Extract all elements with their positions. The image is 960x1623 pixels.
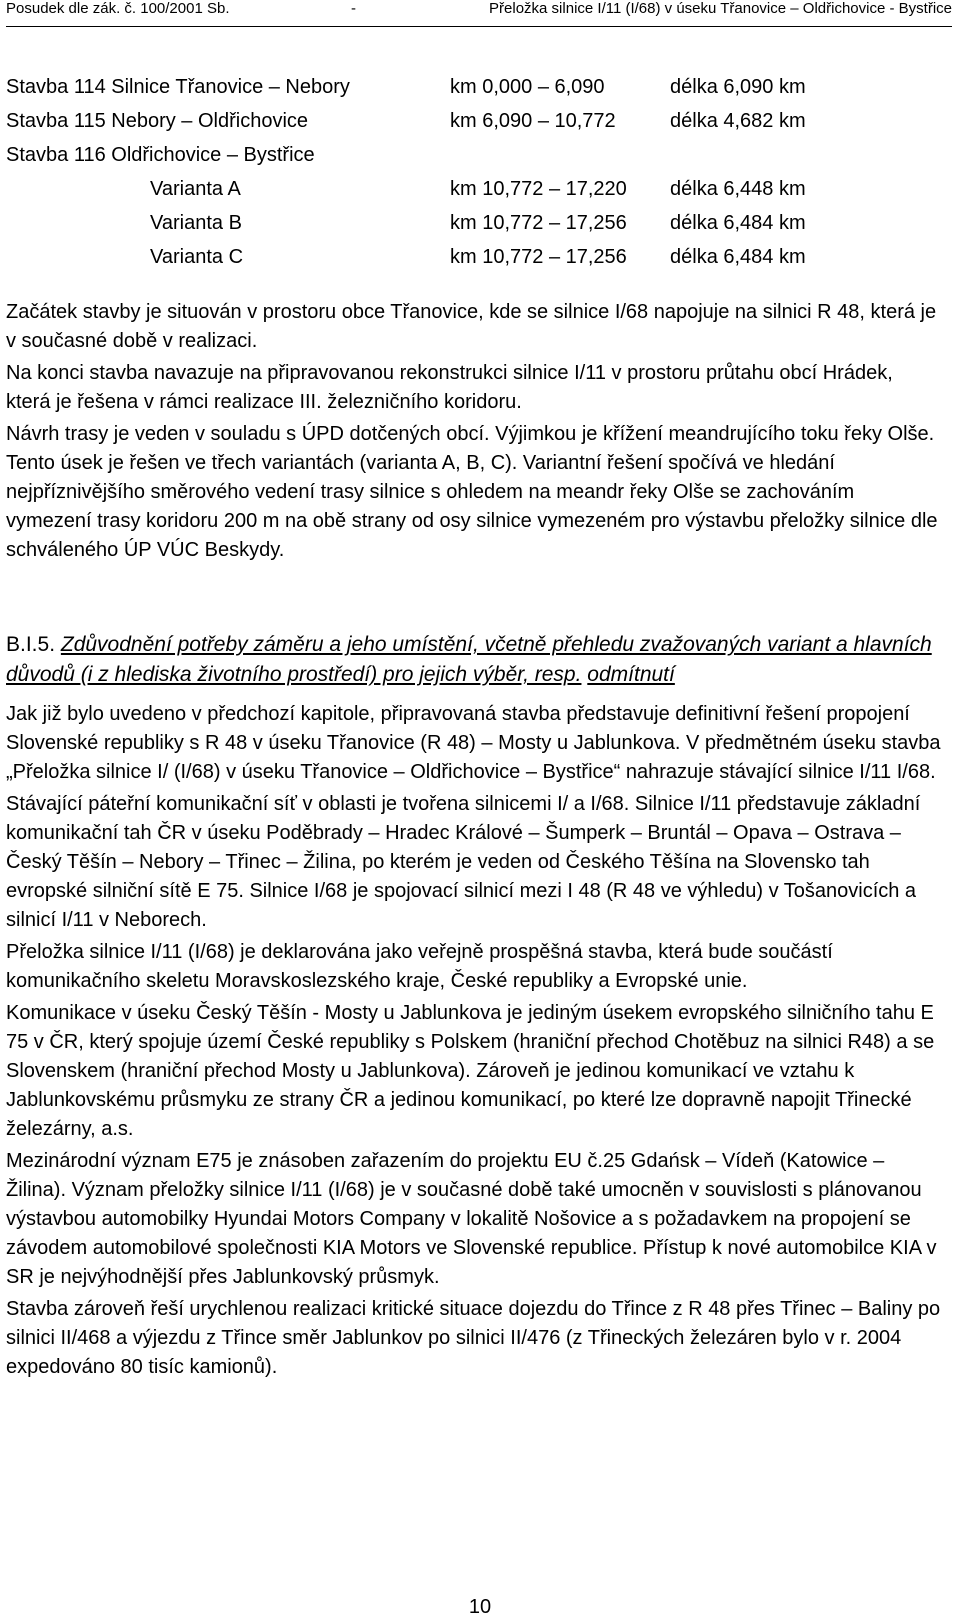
stavba-row xyxy=(6,138,941,172)
variant-km: km 10,772 – 17,256 xyxy=(450,246,627,268)
variant-row xyxy=(6,172,941,206)
document-body xyxy=(6,70,941,1385)
section-title: Zdůvodnění potřeby záměru a jeho umístění, včetně přehledu zvažovaných variant a hlavních důvodů (i z hlediska životního prostředí) pro jejich výběr, resp. xyxy=(6,633,932,686)
stavba-length: délka 4,682 km xyxy=(670,110,806,132)
variant-length: délka 6,484 km xyxy=(670,246,806,268)
stavba-km: km 6,090 – 10,772 xyxy=(450,110,616,132)
header-document-reference: Posudek dle zák. č. 100/2001 Sb. xyxy=(6,0,230,17)
body-paragraph: Přeložka silnice I/11 (I/68) je deklarována jako veřejně prospěšná stavba, která bude součástí komunikačního skeletu Moravskoslezského kraje, České republiky a Evropské unie. xyxy=(6,941,833,992)
stavba-name: Stavba 114 Silnice Třanovice – Nebory xyxy=(6,76,350,98)
body-paragraph: Komunikace v úseku Český Těšín - Mosty u Jablunkova je jediným úsekem evropského silničního tahu E 75 v ČR, který spojuje území České republiky s Polskem (hraniční přechod Chotěbuz na silnici R48) a se Slovenskem (hraniční přechod Mosty u Jablunkova). Zároveň je jedinou komunikací ve vztahu k Jablunkovskému průsmyku ze strany ČR a jedinou komunikací, po které lze dopravně napojit Třinecké železárny, a.s. xyxy=(6,1002,935,1140)
stavba-list xyxy=(6,70,941,274)
variant-length: délka 6,448 km xyxy=(670,178,806,200)
intro-paragraph: Na konci stavba navazuje na připravovanou rekonstrukci silnice I/11 v prostoru průtahu obcí Hrádek, která je řešena v rámci realizace III. železničního koridoru. xyxy=(6,362,893,413)
stavba-name: Stavba 115 Nebory – Oldřichovice xyxy=(6,110,309,132)
variant-row xyxy=(6,240,941,274)
stavba-length: délka 6,090 km xyxy=(670,76,806,98)
stavba-row xyxy=(6,104,941,138)
section-heading xyxy=(6,630,941,690)
variant-name: Varianta C xyxy=(150,246,244,268)
variant-name: Varianta A xyxy=(150,178,241,200)
variant-row xyxy=(6,206,941,240)
section-number: B.I.5. xyxy=(6,633,56,656)
header-separator: - xyxy=(351,0,356,17)
stavba-row xyxy=(6,70,941,104)
intro-paragraph: Návrh trasy je veden v souladu s ÚPD dotčených obcí. Výjimkou je křížení meandrujícího toku řeky Olše. Tento úsek je řešen ve třech variantách (varianta A, B, C). Variantní řešení spočívá ve hledání nejpříznivějšího směrového vedení trasy silnice s ohledem na meandr řeky Olše se zachováním vymezení trasy koridoru 200 m na obě strany od osy silnice vymezeném pro výstavbu přeložky silnice dle schváleného ÚP VÚC Beskydy. xyxy=(6,423,938,561)
variant-name: Varianta B xyxy=(150,212,242,234)
variant-km: km 10,772 – 17,256 xyxy=(450,212,627,234)
body-paragraph: Mezinárodní význam E75 je znásoben zařazením do projektu EU č.25 Gdańsk – Vídeň (Katowice – Žilina). Význam přeložky silnice I/11 (I/68) je v současné době také umocněn v souvislosti s plánovanou výstavbou automobilky Hyundai Motors Company v lokalitě Nošovice a s požadavkem na propojení se závodem automobilové společnosti KIA Motors ve Slovenské republice. Přístup k nové automobilce KIA v SR je nejvýhodnější přes Jablunkovský průsmyk. xyxy=(6,1150,937,1288)
stavba-name: Stavba 116 Oldřichovice – Bystřice xyxy=(6,144,315,166)
page-number: 10 xyxy=(468,1596,492,1618)
body-paragraph: Stavba zároveň řeší urychlenou realizaci kritické situace dojezdu do Třince z R 48 přes Třinec – Baliny po silnici II/468 a výjezdu z Třince směr Jablunkov po silnici II/476 (z Třineckých železáren bylo v r. 2004 expedováno 80 tisíc kamionů). xyxy=(6,1298,941,1378)
header-project-title: Přeložka silnice I/11 (I/68) v úseku Třanovice – Oldřichovice - Bystřice xyxy=(489,0,952,17)
body-paragraph: Jak již bylo uvedeno v předchozí kapitole, připravovaná stavba představuje definitivní řešení propojení Slovenské republiky s R 48 v úseku Třanovice (R 48) – Mosty u Jablunkova. V předmětném úseku stavba „Přeložka silnice I/ (I/68) v úseku Třanovice – Oldřichovice – Bystřice“ nahrazuje stávající silnice I/11 I/68. xyxy=(6,703,941,783)
variant-length: délka 6,484 km xyxy=(670,212,806,234)
stavba-km: km 0,000 – 6,090 xyxy=(450,76,605,98)
body-paragraph: Stávající páteřní komunikační síť v oblasti je tvořena silnicemi I/ a I/68. Silnice I/11 představuje základní komunikační tah ČR v úseku Poděbrady – Hradec Králové – Šumperk – Bruntál – Opava – Ostrava – Český Těšín – Nebory – Třinec – Žilina, po kterém je veden od Českého Těšína na Slovensko tah evropské silniční sítě E 75. Silnice I/68 je spojovací silnicí mezi I 48 (R 48 ve výhledu) v Tošanovicích a silnicí I/11 v Neborech. xyxy=(6,793,921,931)
variant-km: km 10,772 – 17,220 xyxy=(450,178,627,200)
intro-paragraph: Začátek stavby je situován v prostoru obce Třanovice, kde se silnice I/68 napojuje na silnici R 48, která je v současné době v realizaci. xyxy=(6,301,937,352)
section-title-tail: odmítnutí xyxy=(587,663,675,686)
page-header xyxy=(6,0,952,27)
